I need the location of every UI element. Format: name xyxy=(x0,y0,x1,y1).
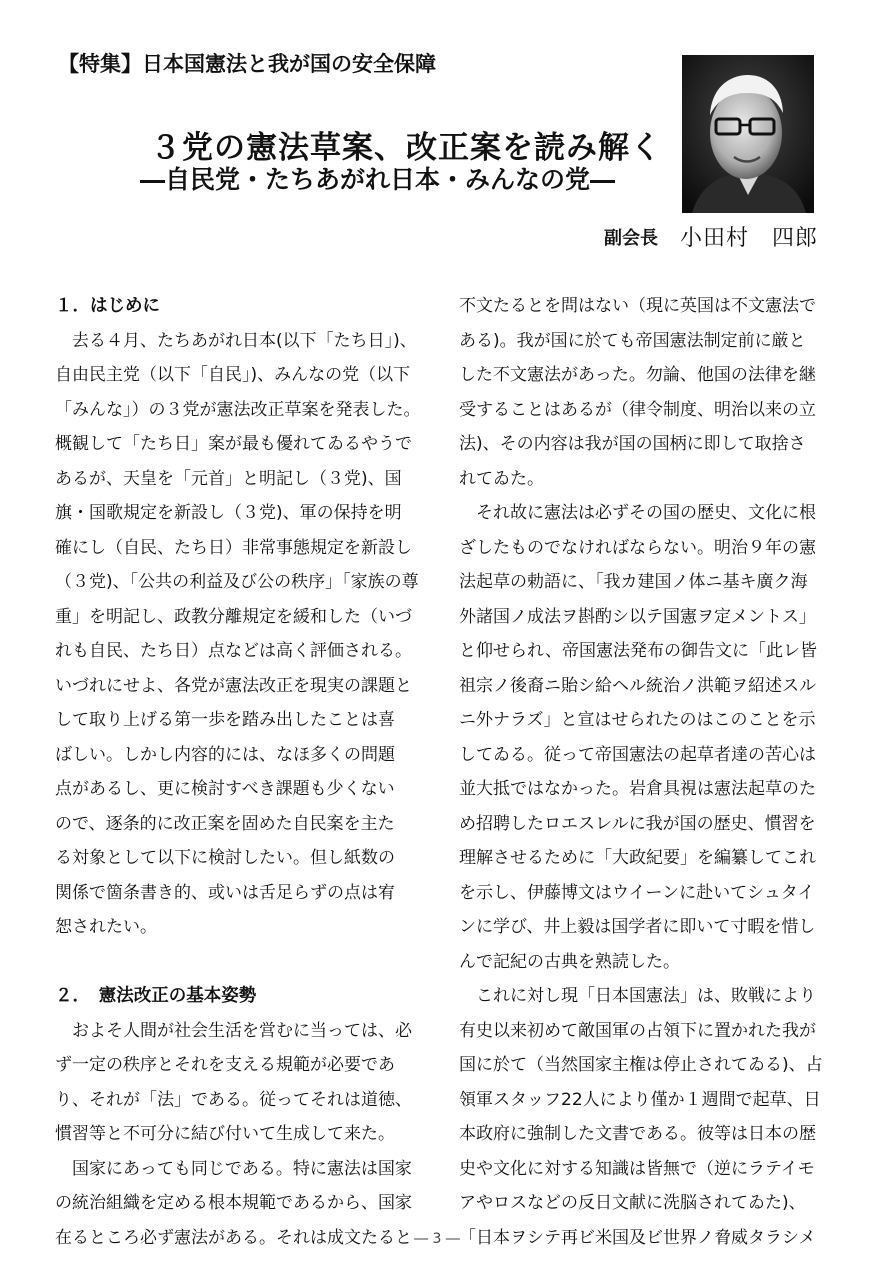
text-line: 慣習等と不可分に結び付いて生成して来た。 xyxy=(55,1124,395,1144)
text-line: 「みんな」）の３党が憲法改正草案を発表した。 xyxy=(55,399,420,420)
text-line: して取り上げる第一歩を踏み出したことは喜 xyxy=(55,710,395,730)
text-line: 在るところ必ず憲法がある。それは成文たると xyxy=(55,1227,412,1248)
text-line: 概観して「たち日」案が最も優れてゐるやうで xyxy=(55,434,412,454)
text-line: ある)。我が国に於ても帝国憲法制定前に厳と xyxy=(459,330,806,351)
article-subtitle: ―自民党・たちあがれ日本・みんなの党― xyxy=(140,165,616,194)
series-title: 【特集】日本国憲法と我が国の安全保障 xyxy=(58,52,436,76)
right-column xyxy=(459,289,824,1255)
text-line: これに対し現「日本国憲法」は、敗戦により xyxy=(459,986,816,1006)
text-line: 「日本ヲシテ再ビ米国及ビ世界ノ脅威タラシメ xyxy=(459,1227,816,1248)
text-line: を示し、伊藤博文はウイーンに赴いてシュタイ xyxy=(459,882,815,903)
author-name: 小田村 四郎 xyxy=(680,226,819,251)
text-line: 重」を明記し、政教分離規定を緩和した（いづ xyxy=(55,606,412,627)
text-line: り、それが「法」である。従ってそれは道徳、 xyxy=(55,1089,412,1110)
text-line: ざしたものでなければならない。明治９年の憲 xyxy=(459,537,816,558)
text-line: アやロスなどの反日文献に洗脳されてゐた)、 xyxy=(459,1193,806,1213)
page-number: ― 3 ― xyxy=(414,1231,460,1247)
text-line: ず一定の秩序とそれを支える規範が必要であ xyxy=(55,1055,395,1075)
text-line: め招聘したロエスレルに我が国の歴史、慣習を xyxy=(459,813,816,834)
text-line: ばしい。しかし内容的には、なほ多くの問題 xyxy=(55,744,395,765)
text-line: 本政府に強制した文書である。彼等は日本の歴 xyxy=(459,1124,816,1144)
text-line: それ故に憲法は必ずその国の歴史、文化に根 xyxy=(459,503,816,523)
text-line: （３党)、「公共の利益及び公の秩序」「家族の尊 xyxy=(55,572,419,592)
left-column xyxy=(55,289,420,1255)
text-line: 外諸国ノ成法ヲ斟酌シ以テ国憲ヲ定メントス」 xyxy=(459,606,816,627)
text-line: した不文憲法があった。勿論、他国の法律を継 xyxy=(459,365,816,385)
text-line: 法)、その内容は我が国の国柄に即して取捨さ xyxy=(459,434,806,454)
text-line: ンに学び、井上毅は国学者に即いて寸暇を惜し xyxy=(459,917,816,937)
text-line: 史や文化に対する知識は皆無で（逆にラテイモ xyxy=(459,1158,815,1179)
text-line: 領軍スタッフ22人により僅か１週間で起草、日 xyxy=(459,1089,821,1110)
text-line: の統治組織を定める根本規範であるから、国家 xyxy=(55,1193,412,1213)
section-heading: １．はじめに xyxy=(55,296,160,316)
text-line: 旗・国歌規定を新設し（３党)、軍の保持を明 xyxy=(55,503,402,523)
article-title: ３党の憲法草案、改正案を読み解く xyxy=(150,130,662,166)
portrait-image xyxy=(682,55,814,213)
text-line: 並大抵ではなかった。岩倉具視は憲法起草のた xyxy=(459,779,816,799)
text-line: 点があるし、更に検討すべき課題も少くない xyxy=(55,779,395,799)
author-photo xyxy=(682,55,814,213)
text-line: およそ人間が社会生活を営むに当っては、必 xyxy=(55,1020,412,1041)
text-line: 国に於て（当然国家主権は停止されてゐる)、占 xyxy=(459,1055,823,1075)
text-line: 不文たるとを問はない（現に英国は不文憲法で xyxy=(459,296,816,316)
text-line: ニ外ナラズ」と宣はせられたのはこのことを示 xyxy=(459,710,816,730)
text-line: と仰せられ、帝国憲法発布の御告文に「此レ皆 xyxy=(459,641,818,661)
text-line: 受することはあるが（律令制度、明治以来の立 xyxy=(459,399,816,420)
text-line: 関係で箇条書き的、或いは舌足らずの点は宥 xyxy=(55,882,395,903)
text-line: る対象として以下に検討したい。但し紙数の xyxy=(55,848,395,868)
text-line: 自由民主党（以下「自民」)、みんなの党（以下 xyxy=(55,365,411,385)
text-line: 確にし（自民、たち日）非常事態規定を新設し xyxy=(55,537,412,558)
text-line: れてゐた。 xyxy=(459,468,544,489)
text-line: 祖宗ノ後裔ニ貽シ給ヘル統治ノ洪範ヲ紹述スル xyxy=(459,675,816,696)
text-line: れも自民、たち日）点などは高く評価される。 xyxy=(55,641,412,661)
text-line: 法起草の勅語に、「我カ建国ノ体ニ基キ廣ク海 xyxy=(459,572,808,592)
text-line: ので、逐条的に改正案を固めた自民案を主た xyxy=(55,813,395,834)
text-line: 去る４月、たちあがれ日本(以下「たち日」)、 xyxy=(55,330,417,351)
text-line: 国家にあっても同じである。特に憲法は国家 xyxy=(55,1158,412,1179)
text-line: あるが、天皇を「元首」と明記し（３党)、国 xyxy=(55,468,402,489)
text-line: してゐる。従って帝国憲法の起草者達の苦心は xyxy=(459,744,816,765)
paragraph-gap xyxy=(55,945,420,980)
text-line: んで記紀の古典を熟読した。 xyxy=(459,951,680,972)
section-heading: ２． 憲法改正の基本姿勢 xyxy=(55,986,257,1006)
text-line: 有史以来初めて敵国軍の占領下に置かれた我が xyxy=(459,1020,816,1041)
text-line: いづれにせよ、各党が憲法改正を現実の課題と xyxy=(55,675,412,696)
text-line: 恕されたい。 xyxy=(55,917,157,937)
byline-role: 副会長 xyxy=(604,228,658,249)
text-line: 理解させるために「大政紀要」を編纂してこれ xyxy=(459,848,816,868)
